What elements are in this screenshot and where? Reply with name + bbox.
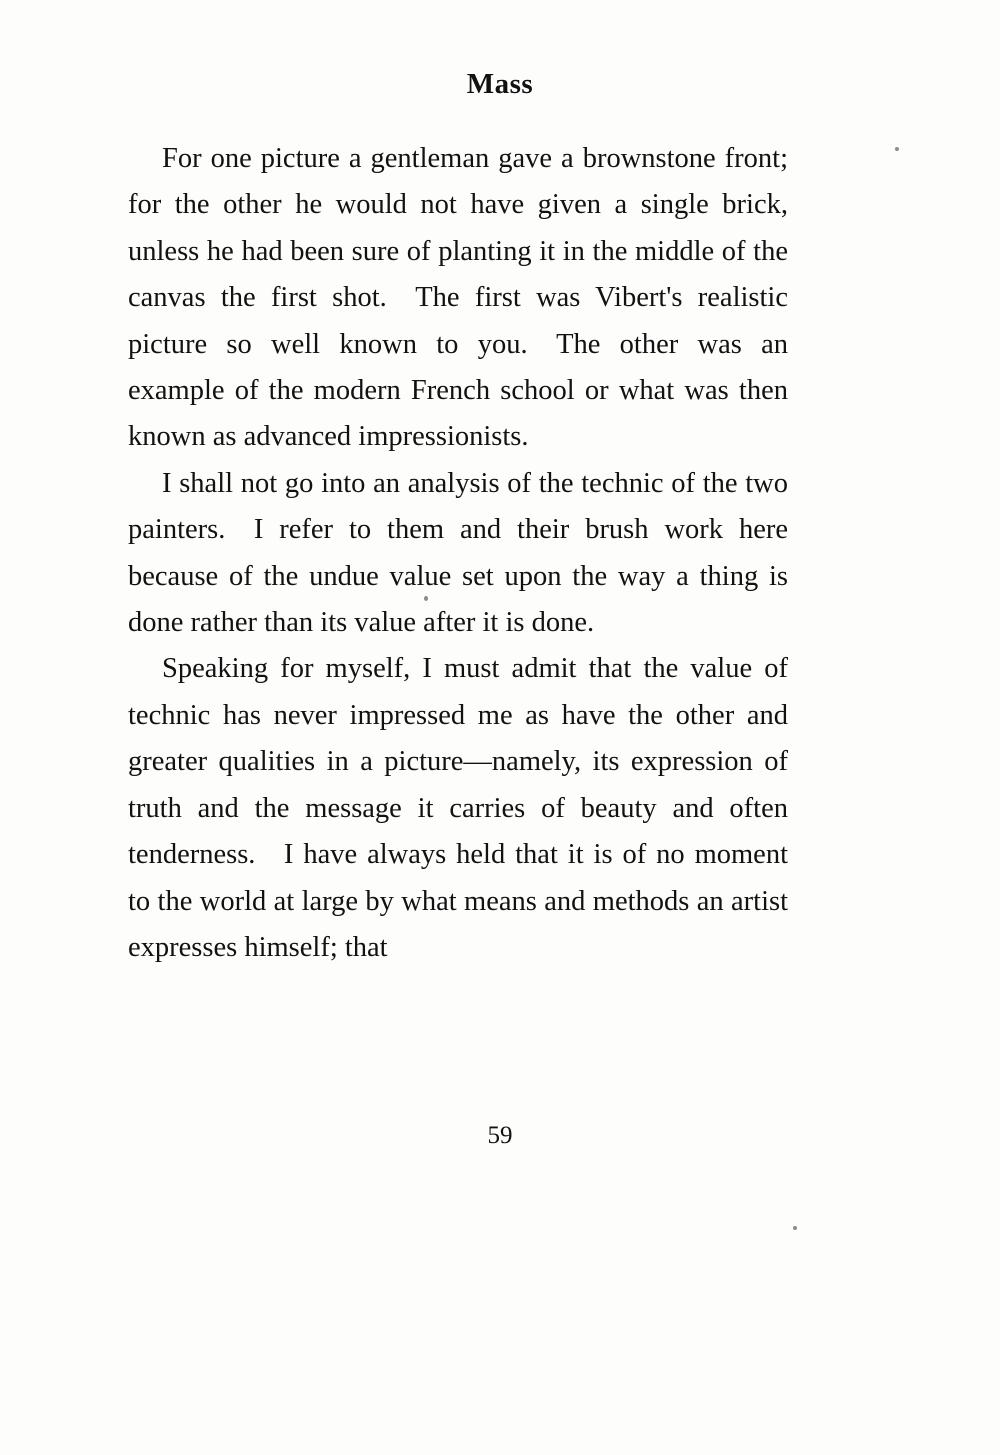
page-number: 59 (487, 1122, 513, 1149)
paragraph: Speaking for myself, I must admit that the value of technic has never impressed me as have the other and greater qualities in a picture—namely, its expression of truth and the message it carries of beauty and often tenderness. I have always held that it is of no moment to the world at large by what means and methods an artist expresses himself; that (128, 653, 788, 963)
scan-speck-icon (424, 596, 428, 601)
page-running-head: Mass (466, 68, 534, 100)
paragraph: For one picture a gentleman gave a brownstone front; for the other he would not have given a single brick, unless he had been sure of planting it in the middle of the canvas the first shot. The first was Vibert's realistic picture so well known to you. The other was an example of the modern French school or what was then known as advanced impressionists. (128, 143, 788, 453)
paragraph: I shall not go into an analysis of the technic of the two painters. I refer to them and their brush work here because of the undue value set upon the way a thing is done rather than its value after it is done. (128, 467, 788, 639)
scan-speck-icon (895, 147, 899, 151)
body-text (128, 136, 788, 971)
scan-speck-icon (793, 1226, 797, 1230)
